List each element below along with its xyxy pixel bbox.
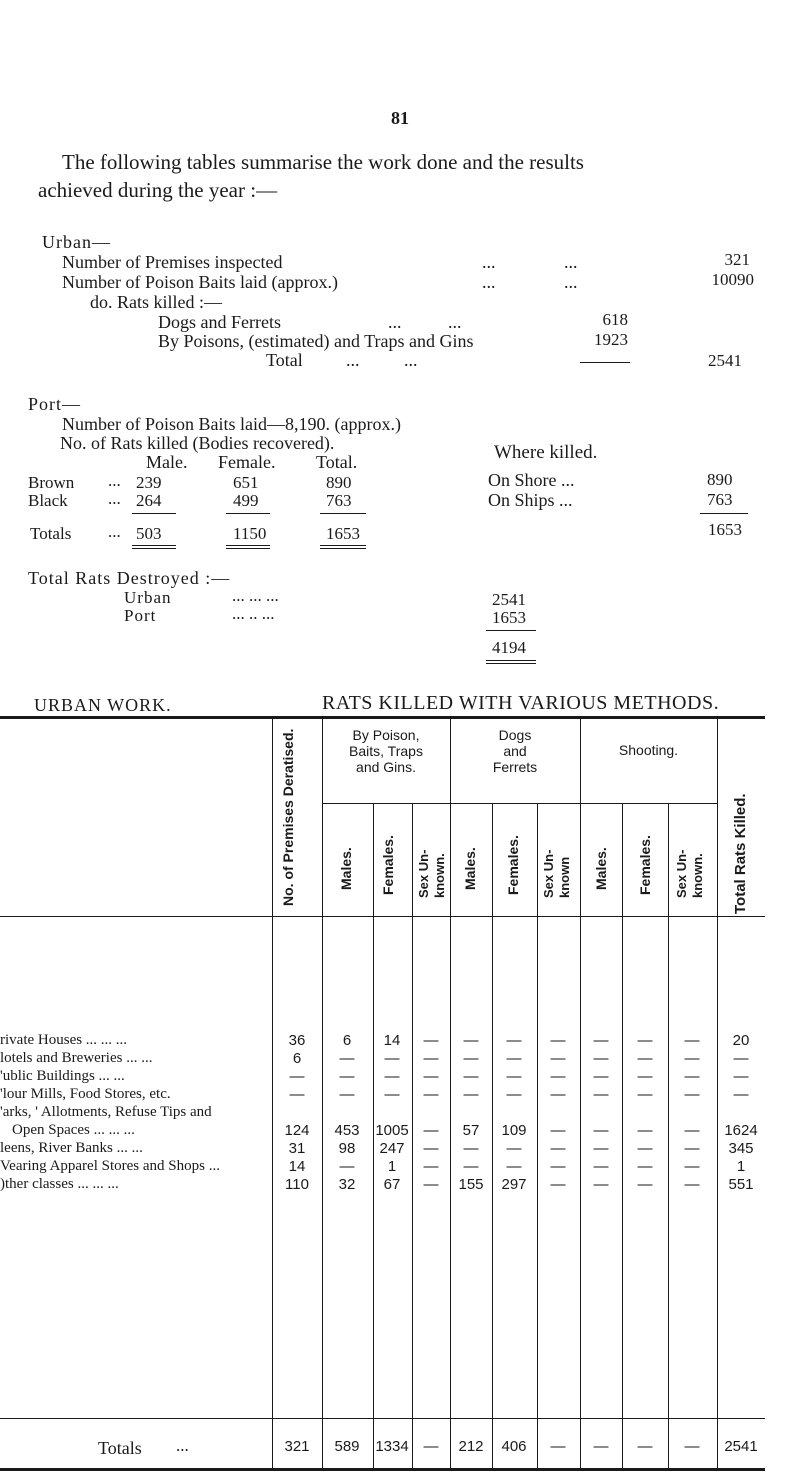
table-cell: — xyxy=(593,1158,609,1175)
table-cell: — xyxy=(637,1158,653,1175)
table-cell: 297 xyxy=(501,1176,527,1193)
row-label: 'arks, ' Allotments, Refuse Tips and xyxy=(0,1104,212,1120)
table-cell: — xyxy=(423,1050,439,1067)
table-cell: — xyxy=(593,1050,609,1067)
table-cell: — xyxy=(593,1068,609,1085)
destroyed-dots: ... .. ... xyxy=(232,604,275,623)
table-cell: 453 xyxy=(334,1122,360,1139)
table-cell: 1005 xyxy=(375,1122,409,1139)
table-cell: — xyxy=(423,1122,439,1139)
table-cell: — xyxy=(733,1086,749,1103)
port-col-total: Total. xyxy=(316,452,358,472)
row-label: Open Spaces ... ... ... xyxy=(12,1122,135,1138)
table-cell: — xyxy=(684,1086,700,1103)
table-cell: — xyxy=(423,1158,439,1175)
destroyed-urban-label: Urban xyxy=(124,588,172,607)
header-poison-line: By Poison, xyxy=(352,727,420,743)
table-cell: — xyxy=(637,1140,653,1157)
table-cell: — xyxy=(684,1122,700,1139)
header-females: Females. xyxy=(637,835,653,895)
port-totals-dots: ... xyxy=(108,522,121,541)
where-total: 1653 xyxy=(708,520,742,539)
port-double-rule xyxy=(132,545,176,546)
table-cell: — xyxy=(550,1050,566,1067)
totals-dots: ... xyxy=(176,1436,189,1455)
table-cell: — xyxy=(593,1086,609,1103)
port-totals-total: 1653 xyxy=(326,524,360,543)
table-cell: — xyxy=(637,1122,653,1139)
table-cell: — xyxy=(684,1140,700,1157)
destroyed-heading: Total Rats Destroyed :— xyxy=(28,568,231,588)
header-males: Males. xyxy=(338,847,354,890)
row-label: 'lour Mills, Food Stores, etc. xyxy=(0,1086,171,1102)
port-baits-line: Number of Poison Baits laid—8,190. (approx.) xyxy=(62,414,401,434)
table-cell: — xyxy=(550,1086,566,1103)
table-cell: — xyxy=(684,1032,700,1049)
table-cell: 109 xyxy=(501,1122,527,1139)
destroyed-dots: ... ... ... xyxy=(232,586,279,605)
table-cell: — xyxy=(289,1068,305,1085)
table-cell: — xyxy=(506,1140,522,1157)
header-dogs-line: Dogs xyxy=(498,727,532,743)
urban-dots: ... xyxy=(388,312,402,332)
table-cell: — xyxy=(506,1086,522,1103)
table-cell: — xyxy=(684,1050,700,1067)
port-col-male: Male. xyxy=(146,452,188,472)
header-dogs-group xyxy=(450,727,580,775)
urban-total-value: 2541 xyxy=(708,351,742,370)
table-cell: — xyxy=(423,1086,439,1103)
header-dogs-line: Ferrets xyxy=(492,759,538,775)
totals-cell: — xyxy=(637,1438,653,1455)
table-cell: 6 xyxy=(292,1050,302,1067)
header-dogs-line: and xyxy=(503,743,527,759)
header-poison-line: and Gins. xyxy=(356,759,416,775)
destroyed-urban-value: 2541 xyxy=(492,590,526,609)
table-cell: — xyxy=(637,1176,653,1193)
table-cell: — xyxy=(550,1068,566,1085)
header-sex-unknown: Sex Un-known. xyxy=(674,849,705,898)
table-cell: — xyxy=(506,1050,522,1067)
urban-dots: ... xyxy=(564,252,578,272)
header-sex-unknown: Sex Un-known. xyxy=(416,849,447,898)
intro-line-2: achieved during the year :— xyxy=(38,178,278,202)
urban-dogs-label: Dogs and Ferrets xyxy=(158,312,281,332)
table-cell: — xyxy=(637,1032,653,1049)
where-row-label: On Ships ... xyxy=(488,490,573,510)
table-cell: — xyxy=(684,1158,700,1175)
table-cell: 247 xyxy=(379,1140,405,1157)
table-cell: — xyxy=(423,1068,439,1085)
port-row-dots: ... xyxy=(108,489,121,508)
header-premises: No. of Premises Deratised. xyxy=(280,728,296,906)
header-males: Males. xyxy=(593,847,609,890)
destroyed-double-rule xyxy=(486,660,536,661)
header-males: Males. xyxy=(462,847,478,890)
port-double-rule xyxy=(132,548,176,549)
port-row-male: 239 xyxy=(136,473,162,492)
row-label: leens, River Banks ... ... xyxy=(0,1140,143,1156)
table-cell: 1 xyxy=(387,1158,397,1175)
table-cell: — xyxy=(423,1176,439,1193)
urban-rats-label: do. Rats killed :— xyxy=(90,292,222,312)
table-cell: — xyxy=(593,1032,609,1049)
header-sex-unknown: Sex Un- known xyxy=(541,849,572,898)
urban-premises-value: 321 xyxy=(724,250,750,269)
totals-cell: — xyxy=(684,1438,700,1455)
table-cell: 31 xyxy=(288,1140,306,1157)
row-label: lotels and Breweries ... ... xyxy=(0,1050,153,1066)
urban-dots: ... xyxy=(564,272,578,292)
totals-cell: 321 xyxy=(284,1438,310,1455)
header-shooting-group: Shooting. xyxy=(618,742,679,758)
table-bottom-rule xyxy=(0,1468,765,1471)
table-cell: — xyxy=(550,1122,566,1139)
table-cell: 6 xyxy=(342,1032,352,1049)
urban-heading: Urban— xyxy=(42,232,111,252)
urban-work-title: URBAN WORK. xyxy=(34,695,172,715)
table-cell: 14 xyxy=(288,1158,306,1175)
table-cell: — xyxy=(637,1068,653,1085)
header-females: Females. xyxy=(380,835,396,895)
urban-baits-value: 10090 xyxy=(711,270,754,289)
table-cell: — xyxy=(550,1032,566,1049)
port-rule xyxy=(320,513,366,514)
table-cell: — xyxy=(463,1050,479,1067)
table-cell: — xyxy=(339,1050,355,1067)
port-totals-male: 503 xyxy=(136,524,162,543)
header-bottom-rule xyxy=(0,916,765,917)
table-cell: — xyxy=(339,1086,355,1103)
table-cell: — xyxy=(423,1032,439,1049)
table-cell: — xyxy=(384,1086,400,1103)
table-cell: — xyxy=(733,1068,749,1085)
table-cell: 14 xyxy=(383,1032,401,1049)
port-double-rule xyxy=(226,548,270,549)
table-cell: — xyxy=(463,1158,479,1175)
table-cell: — xyxy=(463,1140,479,1157)
totals-cell: 406 xyxy=(501,1438,527,1455)
totals-cell: — xyxy=(593,1438,609,1455)
port-rule xyxy=(226,513,270,514)
port-row-total: 890 xyxy=(326,473,352,492)
table-cell: 110 xyxy=(285,1176,309,1193)
totals-cell: 212 xyxy=(458,1438,484,1455)
urban-baits-label: Number of Poison Baits laid (approx.) xyxy=(62,272,338,292)
urban-premises-label: Number of Premises inspected xyxy=(62,252,283,272)
port-row-dots: ... xyxy=(108,471,121,490)
table-cell: 345 xyxy=(728,1140,754,1157)
table-cell: 32 xyxy=(338,1176,356,1193)
port-row-male: 264 xyxy=(136,491,162,510)
table-cell: — xyxy=(339,1158,355,1175)
page-number: 81 xyxy=(391,108,409,128)
row-label: 'ublic Buildings ... ... xyxy=(0,1068,125,1084)
table-cell: — xyxy=(423,1140,439,1157)
port-rats-line: No. of Rats killed (Bodies recovered). xyxy=(60,433,335,453)
header-females: Females. xyxy=(505,835,521,895)
port-row-label: Brown xyxy=(28,473,75,492)
table-cell: 1624 xyxy=(724,1122,758,1139)
port-double-rule xyxy=(320,548,366,549)
table-cell: 57 xyxy=(462,1122,480,1139)
table-cell: — xyxy=(733,1050,749,1067)
table-cell: — xyxy=(593,1122,609,1139)
port-double-rule xyxy=(320,545,366,546)
table-cell: — xyxy=(463,1086,479,1103)
where-row-value: 763 xyxy=(707,490,733,509)
destroyed-total-value: 4194 xyxy=(492,638,526,657)
table-cell: 1 xyxy=(736,1158,746,1175)
table-cell: 98 xyxy=(338,1140,356,1157)
urban-poisons-value: 1923 xyxy=(594,330,628,349)
table-cell: — xyxy=(384,1068,400,1085)
urban-dots: ... xyxy=(482,272,496,292)
table-cell: — xyxy=(463,1032,479,1049)
table-cell: 67 xyxy=(383,1176,401,1193)
port-col-female: Female. xyxy=(218,452,276,472)
port-heading: Port— xyxy=(28,394,82,414)
table-cell: — xyxy=(550,1176,566,1193)
table-cell: — xyxy=(506,1032,522,1049)
where-rule xyxy=(700,513,748,514)
destroyed-double-rule xyxy=(486,663,536,664)
port-rule xyxy=(132,513,176,514)
totals-cell: — xyxy=(550,1438,566,1455)
header-poison-group xyxy=(322,727,450,775)
totals-top-rule xyxy=(0,1418,765,1419)
table-top-rule xyxy=(0,716,765,719)
header-poison-line: Baits, Traps xyxy=(349,743,423,759)
urban-dots: ... xyxy=(404,350,418,370)
port-row-total: 763 xyxy=(326,491,352,510)
port-totals-label: Totals xyxy=(30,524,72,543)
urban-dogs-value: 618 xyxy=(602,310,628,329)
header-total-rats: Total Rats Killed. xyxy=(732,793,749,914)
urban-dots: ... xyxy=(448,312,462,332)
where-row-value: 890 xyxy=(707,470,733,489)
port-double-rule xyxy=(226,545,270,546)
table-cell: 551 xyxy=(728,1176,754,1193)
totals-cell: — xyxy=(423,1438,439,1455)
totals-cell: 1334 xyxy=(375,1438,409,1455)
table-cell: — xyxy=(463,1068,479,1085)
destroyed-rule xyxy=(486,630,536,631)
row-label: Vearing Apparel Stores and Shops ... xyxy=(0,1158,220,1174)
table-cell: 36 xyxy=(288,1032,306,1049)
totals-label: Totals xyxy=(98,1438,142,1458)
urban-poisons-label: By Poisons, (estimated) and Traps and Gins xyxy=(158,331,474,351)
table-cell: — xyxy=(637,1050,653,1067)
table-cell: — xyxy=(684,1068,700,1085)
table-cell: — xyxy=(550,1140,566,1157)
totals-cell: 2541 xyxy=(724,1438,758,1455)
port-row-label: Black xyxy=(28,491,68,510)
row-label: rivate Houses ... ... ... xyxy=(0,1032,128,1048)
table-cell: 155 xyxy=(458,1176,484,1193)
totals-cell: 589 xyxy=(334,1438,360,1455)
urban-dots: ... xyxy=(346,350,360,370)
table-cell: — xyxy=(384,1050,400,1067)
where-killed-heading: Where killed. xyxy=(494,442,598,463)
table-cell: — xyxy=(593,1176,609,1193)
port-row-female: 651 xyxy=(233,473,259,492)
table-cell: 20 xyxy=(732,1032,750,1049)
row-label: )ther classes ... ... ... xyxy=(0,1176,119,1192)
table-cell: — xyxy=(339,1068,355,1085)
destroyed-port-value: 1653 xyxy=(492,608,526,627)
where-row-label: On Shore ... xyxy=(488,470,575,490)
urban-total-label: Total xyxy=(266,350,303,370)
urban-total-rule xyxy=(580,362,630,363)
table-cell: — xyxy=(289,1086,305,1103)
port-row-female: 499 xyxy=(233,491,259,510)
table-cell: — xyxy=(506,1158,522,1175)
table-cell: — xyxy=(684,1176,700,1193)
table-cell: — xyxy=(550,1158,566,1175)
table-cell: — xyxy=(506,1068,522,1085)
intro-line-1: The following tables summarise the work done and the results xyxy=(62,150,584,174)
rats-killed-title: RATS KILLED WITH VARIOUS METHODS. xyxy=(322,692,720,714)
port-totals-female: 1150 xyxy=(233,524,267,543)
destroyed-port-label: Port xyxy=(124,606,157,625)
table-cell: — xyxy=(637,1086,653,1103)
urban-dots: ... xyxy=(482,252,496,272)
group-header-rule xyxy=(322,803,717,804)
table-cell: — xyxy=(593,1140,609,1157)
table-cell: 124 xyxy=(284,1122,310,1139)
